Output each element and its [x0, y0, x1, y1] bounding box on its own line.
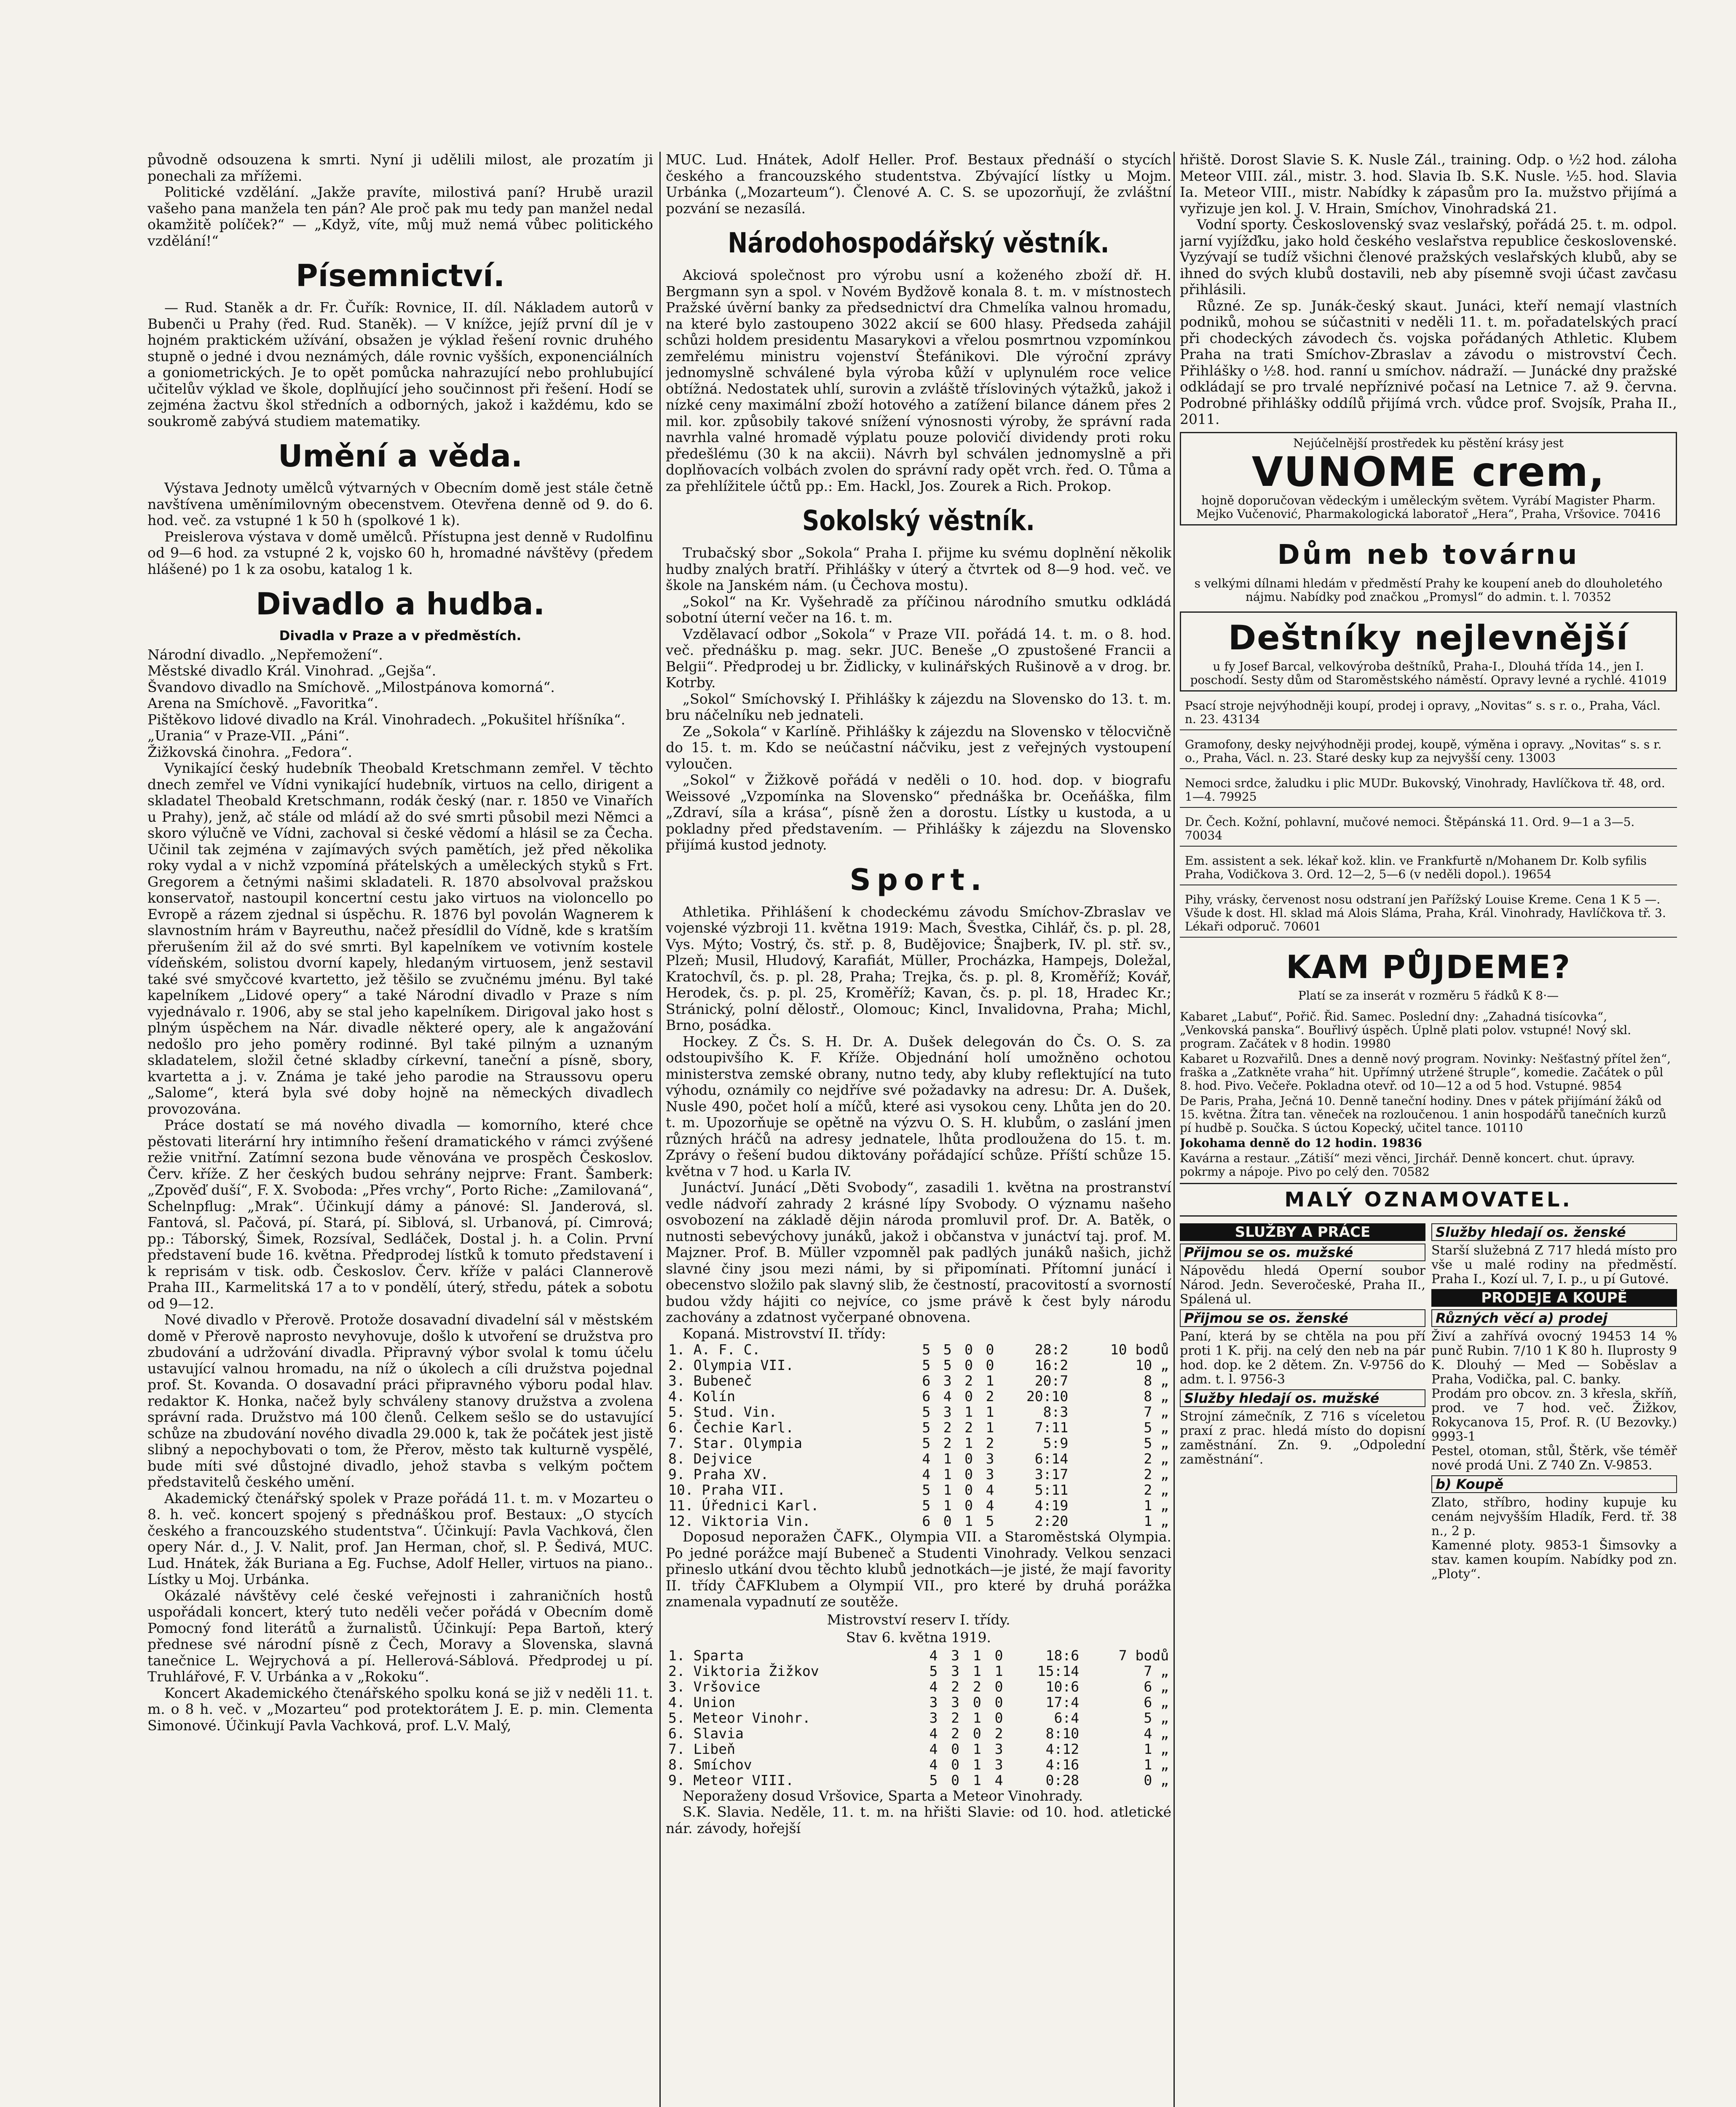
article-text: Akademický čtenářský spolek v Praze pořádá 11. t. m. v Mozarteu o 8. h. več. koncert spojený s přednáškou prof. Bestaux: „O stycích českého a francouzského studentstva“. Účinkují: Pavla Vachková, člen opery Nár. d., J. V. Nalit, prof. Jan Herman, choř, sl. P. Šedivá, MUC. Lud. Hnátek, žák Buriana a Eg. Fuchse, Adolf Heller, virtuos na piano.. Lístky u Moj. Urbánka.	[147, 1490, 653, 1587]
table-cell: 6:14	[1034, 1450, 1069, 1467]
table-cell: 2. Olympia VII.	[668, 1357, 794, 1373]
table-cell: 1. Sparta	[668, 1647, 744, 1664]
table-cell: 10. Praha VII.	[668, 1482, 786, 1498]
article-text: — Rud. Staněk a dr. Fr. Čuřík: Rovnice, II. díl. Nákladem autorů v Bubenči u Prahy (řed. Rud. Staněk). — V knížce, jejíž první díl je v hojném praktickém užívání, obsažen je výklad řešení rovnic druhého stupně o jedné i dvou neznámých, dále rovnic vyšších, exponenciálních a goniometrických. Je to opět pomůcka nahrazující nebo prohlubující učitelův výklad ve škole, doplňující jeho součinnost při řešení. Hodí se zejména žactvu škol středních a odborných, jakož i každému, kdo se soukromě zabývá studiem matematiky.	[147, 299, 653, 429]
ad-jokohama: Jokohama denně do 12 hodin. 19836	[1180, 1136, 1422, 1150]
table-cell: 1	[943, 1482, 952, 1498]
table-cell: 3. Bubeneč	[668, 1372, 752, 1389]
table-cell: 0	[964, 1497, 973, 1514]
ad-text: Platí se za inserát v rozměru 5 řádků K 8·—	[1298, 988, 1559, 1003]
article-text: Ze „Sokola“ v Karlíně. Přihlášky k zájezdu na Slovensko v tělocvičně do 15. t. m. Kdo se neúčastní náčviku, jest z veřejných vystoupení vyloučen.	[666, 723, 1171, 772]
table-cell: 0 „	[1144, 1772, 1169, 1788]
article-text: „Sokol“ Smíchovský I. Přihlášky k zájezdu na Slovensko do 13. t. m. bru náčelníku neb jednateli.	[666, 690, 1171, 723]
table-cell: 0	[951, 1740, 960, 1757]
table-cell: 4 „	[1144, 1725, 1169, 1742]
table-cell: 2	[986, 1435, 994, 1451]
table-cell: 3	[943, 1404, 952, 1420]
table-row	[666, 1741, 1171, 1757]
classified-grid	[1180, 1221, 1677, 1582]
classified-item: Pestel, otoman, stůl, Štěrk, vše téměř nové prodá Uni. Z 740 Zn. V-9853.	[1431, 1443, 1677, 1473]
column-right	[1180, 152, 1677, 2107]
table-cell: 0	[964, 1450, 973, 1467]
table-cell: 1 „	[1144, 1756, 1169, 1773]
table-cell: 5. Meteor Vinohr.	[668, 1709, 811, 1726]
classified-item: Živí a zahřívá ovocný 19453 14 % punč Rubin. 7/10 1 K 80 h. Iluprosty 9 K. Dlouhý — Med — Soběslav a Praha, Vodička, pal. C. banky.	[1431, 1329, 1677, 1387]
table-cell: 6	[922, 1388, 931, 1405]
article-text: Neporaženy dosud Vršovice, Sparta a Meteor Vinohrady.	[683, 1787, 1083, 1804]
table-cell: 7 bodů	[1118, 1647, 1169, 1664]
article-text: Vzdělavací odbor „Sokola“ v Praze VII. pořádá 14. t. m. o 8. hod. več. přednášku p. mag. sekr. JUC. Beneše „O zpustošené Francii a Belgii“. Předprodej u br. Židlicky, v kulinářských Rušinově a v drog. br. Kotrby.	[666, 625, 1171, 691]
table-cell: 3	[994, 1756, 1003, 1773]
table-cell: 0	[951, 1756, 960, 1773]
table-row	[666, 1694, 1171, 1710]
ad-text: hojně doporučovan vědeckým i uměleckým světem. Vyrábí Magister Pharm. Mejko Vučenović, Pharmakologická laboratoř „Hera“, Praha, Vršovice. 70416	[1196, 493, 1661, 521]
ad-rozvarilu: Kabaret u Rozvařilů. Dnes a denně nový program. Novinky: Nešťastný přítel žen“, fraška a „Zatkněte vraha“ hit. Upřímný utržené štruple“, komedie. Začátek o půl 8. hod. Pivo. Večeře. Pokladna otevř. od 10—12 a od 5 hod. Vstupné. 9854	[1180, 1051, 1671, 1093]
ad-vunome	[1180, 432, 1677, 525]
table-row	[666, 1513, 1171, 1529]
classified-right	[1431, 1221, 1677, 1582]
table-cell: 4. Kolín	[668, 1388, 735, 1405]
table-cell: 2	[964, 1372, 973, 1389]
table-row	[666, 1498, 1171, 1513]
table-cell: 2. Viktoria Žižkov	[668, 1662, 819, 1679]
table-cell: 6. Slavia	[668, 1725, 744, 1742]
table-cell: 7 „	[1144, 1662, 1169, 1679]
column-left	[147, 152, 653, 2107]
table-cell: 3	[929, 1694, 938, 1710]
table-cell: 4	[943, 1388, 952, 1405]
table-cell: 0	[994, 1709, 1003, 1726]
article-text: Různé. Ze sp. Junák-český skaut. Junáci, kteří nemají vlastních podniků, mohou se súčastniti v neděli 11. t. m. pořadatelských prací při chodeckých závodech čs. vojska pořádaných Athletic. Klubem Praha na trati Smíchov-Zbraslav a závodu o mistrovství Čech. Přihlášky o ½8. hod. ranní u smíchov. nádraží. — Junácké dny pražské odkládají se pro trvalé nepříznivé počasí na Letnice 7. až 9. června. Podrobné přihlášky oddílů přijímá vrch. vůdce prof. Svojsík, Praha II., 2011.	[1180, 297, 1677, 427]
table-cell: 2	[986, 1388, 994, 1405]
article-text: Athletika. Přihlášení k chodeckému závodu Smíchov-Zbraslav ve vojenské výzbroji 11. května 1919: Mach, Švestka, Cihlář, čs. p. pl. 28, Vys. Mýto; Vostrý, čs. stř. p. 8, Budějovice; Šnajberk, IV. pl. stř. sv., Plzeň; Musil, Hludový, Karafiát, Müller, Procházka, Hampejs, Doležal, Kratochvíl, čs. p. pl. 28, Praha; Trejka, čs. p. pl. 8, Kroměříž; Kovář, Herodek, čs. p. pl. 25, Kroměříž; Kavan, čs. p. pl. 18, Hradec Kr.; Stránický, polní dělostř., Olomouc; Kincl, Invalidovna, Praha; Michl, Brno, posádka.	[666, 903, 1171, 1033]
table-row	[666, 1679, 1171, 1694]
table-cell: 4	[994, 1772, 1003, 1788]
table-cell: 2 „	[1144, 1482, 1169, 1498]
subheading: Divadla v Praze a v předměstích.	[279, 628, 522, 643]
classified-subheading: Přijmou se os. ženské	[1180, 1309, 1425, 1327]
table-cell: 5	[922, 1357, 931, 1373]
table-cell: 4:12	[1045, 1740, 1080, 1757]
table-cell: 4	[929, 1756, 938, 1773]
table-row	[666, 1389, 1171, 1404]
table-cell: 0	[994, 1678, 1003, 1695]
table-cell: 3	[951, 1694, 960, 1710]
table-cell: 0	[964, 1482, 973, 1498]
table-caption: Stav 6. května 1919.	[846, 1629, 991, 1646]
section-heading: Sokolský věstník.	[802, 504, 1035, 537]
table-row	[666, 1435, 1171, 1451]
ad-title: Deštníky nejlevnější	[1228, 618, 1629, 657]
classified-item: Prodám pro obcov. zn. 3 křesla, skříň, prod. ve 7 hod. več. Žižkov, Rokycanova 15, Prof. R. (U Bezovky.) 9993-1	[1431, 1386, 1677, 1444]
table-cell: 0:28	[1045, 1772, 1080, 1788]
table-cell: 5	[929, 1662, 938, 1679]
table-cell: 5	[922, 1404, 931, 1420]
ad-zatisi: Kavárna a restaur. „Zátiší“ mezi věnci, Jirchář. Denně koncert. chut. úpravy. pokrmy a nápoje. Pivo po celý den. 70582	[1180, 1151, 1635, 1179]
ad-paris: De Paris, Praha, Ječná 10. Denně taneční hodiny. Dnes v pátek přijímání žáků od 15. května. Žítra tan. věneček na rozloučenou. 1 anin hospodářů tanečních kurzů pí hudbě p. Součka. S úctou Kopecký, učitel tance. 10110	[1180, 1094, 1666, 1135]
table-cell: 6 „	[1144, 1678, 1169, 1695]
article-text: Koncert Akademického čtenářského spolku koná se již v neděli 11. t. m. o 8 h. več. v „Mozarteu“ pod protektorátem J. E. p. min. Clementa Simonové. Účinkují Pavla Vachková, prof. L.V. Malý,	[147, 1684, 653, 1734]
table-cell: 28:2	[1034, 1341, 1069, 1358]
table-cell: 0	[964, 1357, 973, 1373]
table-cell: 2	[943, 1419, 952, 1436]
table-row	[666, 1420, 1171, 1435]
section-heading: Písemnictví.	[295, 258, 505, 293]
ad-text: Nejúčelnější prostředek ku pěstění krásy jest	[1293, 436, 1564, 450]
table-cell: 6 „	[1144, 1694, 1169, 1710]
table-cell: 1	[972, 1709, 981, 1726]
classified-subheading: Přijmou se os. mužské	[1180, 1244, 1425, 1261]
table-cell: 0	[994, 1694, 1003, 1710]
table-cell: 4	[929, 1678, 938, 1695]
ad-kam-pujdeme	[1180, 942, 1677, 1006]
table-cell: 20:10	[1026, 1388, 1069, 1405]
article-text: Doposud neporažen ČAFK., Olympia VII. a Staroměstská Olympia. Po jedné porážce mají Bubeneč a Studenti Vinohrady. Velkou senzaci přineslo utkání dvou těchto klubů jednotkách—je jisté, že mají favority II. třídy ČAFKlubem a Olympií VII., pro které by druhá porážka znamenala vypadnutí ze soutěže.	[666, 1528, 1171, 1610]
article-text: Trubačský sbor „Sokola“ Praha I. přijme ku svému doplnění několik hudby znalých bratří. Přihlášky v úterý a čtvrtek od 8—9 hod. več. ve škole na Janském nám. (u Čechova mostu).	[666, 544, 1171, 593]
table-cell: 3. Vršovice	[668, 1678, 761, 1695]
table-cell: 8. Dejvice	[668, 1450, 752, 1467]
table-cell: 3	[951, 1647, 960, 1664]
ad-text: Nemoci srdce, žaludku i plic MUDr. Bukovský, Vinohrady, Havlíčkova tř. 48, ord. 1—4. 79925	[1185, 776, 1665, 804]
table-row	[666, 1726, 1171, 1741]
ad-pihy	[1180, 890, 1677, 938]
table-cell: 1	[964, 1435, 973, 1451]
section-heading: Umění a věda.	[278, 438, 523, 474]
table-cell: 5	[929, 1772, 938, 1788]
table-cell: 5	[986, 1513, 994, 1529]
table-cell: 1 „	[1144, 1740, 1169, 1757]
table-cell: 3	[986, 1466, 994, 1482]
table-cell: 5	[922, 1497, 931, 1514]
table-cell: 4:19	[1034, 1497, 1069, 1514]
list-item: Pištěkovo lidové divadlo na Král. Vinohradech. „Pokušitel hříšníka“.	[147, 711, 625, 728]
table-caption: Mistrovství reserv I. třídy.	[827, 1611, 1010, 1628]
table-cell: 4	[929, 1647, 938, 1664]
article-text: původně odsouzena k smrti. Nyní ji udělili milost, ale prozatím ji ponechali za mřížemi.	[147, 152, 653, 184]
classified-subheading: Různých věcí a) prodej	[1431, 1309, 1677, 1327]
table-cell: 5:11	[1034, 1482, 1069, 1498]
table-cell: 0	[972, 1694, 981, 1710]
table-cell: 1	[943, 1450, 952, 1467]
list-item: „Urania“ v Praze-VII. „Páni“.	[147, 727, 350, 744]
table-row	[666, 1663, 1171, 1679]
table-cell: 7:11	[1034, 1419, 1069, 1436]
classified-subheading: b) Koupě	[1431, 1475, 1677, 1493]
table-cell: 10 „	[1135, 1357, 1169, 1373]
section-heading: Sport.	[849, 862, 988, 897]
table-cell: 1	[972, 1772, 981, 1788]
table-cell: 9. Meteor VIII.	[668, 1772, 794, 1788]
ad-destniky	[1180, 611, 1677, 692]
table-cell: 1	[986, 1404, 994, 1420]
table-cell: 2	[964, 1419, 973, 1436]
article-text: Politické vzdělání. „Jakže pravíte, milostivá paní? Hrubě urazil vašeho pana manžela ten pán? Ale proč pak mu tedy pan manžel nedal okamžitě políček?“ — „Když, víte, můj muž nemá vůbec politického vzdělání!“	[147, 184, 653, 249]
ad-gramofony	[1180, 735, 1677, 769]
classified-item: Starší služebná Z 717 hledá místo pro vše u malé rodiny na předměstí. Praha I., Kozí ul. 7, I. p., u pí Gutové.	[1431, 1243, 1677, 1287]
table-cell: 2	[943, 1435, 952, 1451]
ad-text: u fy Josef Barcal, velkovýroba deštníků, Praha-I., Dlouhá třída 14., jen I. poschodí. Sesty dům od Staroměstského náměstí. Opravy levné a rychlé. 41019	[1190, 659, 1667, 687]
table-cell: 2	[994, 1725, 1003, 1742]
table-cell: 1	[964, 1404, 973, 1420]
article-text: Vynikající český hudebník Theobald Kretschmann zemřel. V těchto dnech zemřel ve Vídni vynikající hudebník, virtuos na cello, dirigent a skladatel Theobald Kretschmann, rodák český (nar. r. 1850 ve Vinařích u Prahy), jenž, ač stále od mládí až do své smrti působil mezi Němci a skoro výlučně ve Vídni, zachoval si české vědomí a hlásil se za Čecha. Učinil tak zejména v zajímavých svých pamětích, jež před několika roky vydal a v nichž vzpomíná přátelských a uměleckých styků s Frt. Gregorem a četnými našimi skladateli. R. 1870 absolvoval pražskou konservatoř, nastoupil koncertní cestu jako virtuos na violoncello po Evropě a rázem zjednal si úspěchu. R. 1876 byl povolán Wagnerem k slavnostním hrám v Bayreuthu, načež přesídlil do Vídně, kde s kratším přerušením žil až do své smrti. Byl kapelníkem ve votivním kostele vídeňském, solistou dvorní kapely, hledaným virtuosem, jenž sestavil také své smyčcové kvartetto, jež těšilo se zvučnému jménu. Byl také kapelníkem „Lidové opery“ a také Národní divadlo v Praze s ním vyjednávalo r. 1906, aby se stal jeho kapelníkem. Dirigoval jako host s plným úspěchem na Nár. divadle některé opery, ale k angažování nedošlo pro jeho poměry rodinné. Byl také pilným a uznaným skladatelem, složil četné skladby církevní, taneční a písně, sbory, kvartetta a j. v. Známa je také jeho parodie na Straussovu operu „Salome“, která byla své doby hojně na německých divadlech provozována.	[147, 760, 653, 1117]
table-cell: 6. Čechie Karl.	[668, 1419, 794, 1436]
table-cell: 0	[964, 1388, 973, 1405]
theatre-list	[147, 647, 653, 761]
article-text: Výstava Jednoty umělců výtvarných v Obecním domě jest stále četně navštívena uměnímilovným obecenstvem. Otevřena denně od 9. do 6. hod. več. za vstupné 1 k 50 h (spolkové 1 k).	[147, 480, 653, 528]
article-text: Nové divadlo v Přerově. Protože dosavadní divadelní sál v městském domě v Přerově naprosto nevyhovuje, došlo k utvoření se družstva pro zbudování a udržování divadla. Připravný výbor svolal k tomu účelu ustavující valnou hromadu, na níž o úkolech a cíli družstva pojednal prof. St. Kovanda. O dosavadní práci připravného výboru podal hlav. redaktor K. Honka, načež byly schváleny stanovy družstva a zvolena správní rada. Družstvo má 100 členů. Celkem sešlo se do ustavující schůze na zbudování nového divadla 29.000 k, tak že počátek jest jistě slibný a nepochybovati o tom, že Přerov, město tak kulturně vyspělé, bude míti své důstojné divadlo, jehož stavba s velkým počtem představitelů českého umění.	[147, 1311, 653, 1490]
article-text: Hockey. Z Čs. S. H. Dr. A. Dušek delegován do Čs. O. S. za odstoupivšího K. F. Kříže. Objednání holí umožněno ochotou ministerstva zemské obrany, nutno tedy, aby kluby reflektující na tuto výhodu, oznámily co nejdříve své požadavky na adresu: Dr. A. Dušek, Nusle 490, počet holí a míčů, které asi vysokou ceny. Lhůta jen do 20. t. m. Upozorňuje se opětně na výzvu O. S. H. klubům, o zaslání jmen různých hráčů na adresy jednatele, lhůta prodloužena do 15. t. m. Zprávy o řešení budou diktovány pořádající schůze. Příští schůze 15. května v 7 hod. u Karla IV.	[666, 1033, 1171, 1179]
list-item: Městské divadlo Král. Vinohrad. „Gejša“.	[147, 662, 437, 679]
table-cell: 8. Smíchov	[668, 1756, 752, 1773]
table-cell: 5	[922, 1435, 931, 1451]
table-cell: 4	[986, 1497, 994, 1514]
classified-left	[1180, 1221, 1425, 1582]
section-heading: Divadlo a hudba.	[256, 586, 545, 622]
table-cell: 5. Stud. Vin.	[668, 1404, 777, 1420]
table-cell: 4. Union	[668, 1694, 735, 1710]
table-cell: 15:14	[1037, 1662, 1080, 1679]
table-cell: 20:7	[1034, 1372, 1069, 1389]
table-cell: 5	[943, 1357, 952, 1373]
ad-dum	[1180, 530, 1677, 607]
column-rule	[659, 152, 661, 2107]
table-cell: 1 „	[1144, 1513, 1169, 1529]
table-cell: 8 „	[1144, 1388, 1169, 1405]
table-cell: 3:17	[1034, 1466, 1069, 1482]
article-text: Okázalé návštěvy celé české veřejnosti i zahraničních hostů uspořádali koncert, který tuto neděli večer pořádá v Obecním domě Pomocný fond literátů a žurnalistů. Účinkují: Pepa Bartoň, který přednese své národní písně z Čech, Moravy a Slovenska, slavná tanečnice L. Wejrychová a pí. Hellerová-Sáblová. Předprodej u pí. Truhlářové, F. V. Urbánka a v „Rokoku“.	[147, 1587, 653, 1685]
table-cell: 2	[951, 1678, 960, 1695]
table-cell: 5	[922, 1341, 931, 1358]
classified-subheading: Služby hledají os. ženské	[1431, 1223, 1677, 1241]
table-row	[666, 1357, 1171, 1373]
table-row	[666, 1404, 1171, 1420]
league-table	[666, 1648, 1171, 1788]
ad-title: KAM PŮJDEME?	[1286, 948, 1571, 986]
table-cell: 7. Libeň	[668, 1740, 735, 1757]
table-cell: 5	[943, 1341, 952, 1358]
table-cell: 3	[994, 1740, 1003, 1757]
classified-subheading: Služby hledají os. mužské	[1180, 1389, 1425, 1407]
article-text: Junáctví. Junácí „Děti Svobody“, zasadili 1. května na prostranství vedle nádvoří zahrady 2 krásné lípy Svobody. O významu našeho osvobození na základě dějin národa promluvil prof. Dr. A. Batěk, o nutnosti sebevýchovy junáků, jakož i občanstva v junáctví taj. prof. M. Majzner. Prof. B. Müller vzpomněl pak padlých junáků našich, jichž slavné činy jsou mezi námi, by si připomínati. Přítomní junácí i obecenstvo složilo pak slavný slib, že čestností, pracovitostí a svorností budou vždy hájiti co nejvíce, co jsme právě k čest byly národu zachovány a zdatnost vyčerpané obnovena.	[666, 1179, 1171, 1325]
article-text: „Sokol“ na Kr. Vyšehradě za příčinou národního smutku odkládá sobotní úterní večer na 16. t. m.	[666, 593, 1171, 626]
ad-nemoci	[1180, 773, 1677, 808]
table-row	[666, 1342, 1171, 1357]
table-cell: 1	[964, 1513, 973, 1529]
list-item: Arena na Smíchově. „Favoritka“.	[147, 695, 378, 711]
list-item: Švandovo divadlo na Smíchově. „Milostpánova komorná“.	[147, 678, 555, 695]
table-cell: 1	[972, 1740, 981, 1757]
article-text: Vodní sporty. Československý svaz veslařský, pořádá 25. t. m. odpol. jarní vyjížďku, jako hold českého veslařstva republice československé. Vyzývají se tudíž všichni členové pražských veslařských klubů, aby se ihned do svých klubů dostavili, neb aby písemně svoji účast zavčasu přihlásili.	[1180, 216, 1677, 298]
table-cell: 10:6	[1045, 1678, 1080, 1695]
table-cell: 8 „	[1144, 1372, 1169, 1389]
table-cell: 3	[929, 1709, 938, 1726]
table-row	[666, 1757, 1171, 1772]
article-text: Preislerova výstava v domě umělců. Přístupna jest denně v Rudolfinu od 9—6 hod. za vstupné 2 k, vojsko 60 h, hromadné návštěvy (předem hlášené) po 1 k za osobu, katalog 1 k.	[147, 528, 653, 577]
table-cell: 0	[972, 1725, 981, 1742]
article-text: Práce dostatí se má nového divadla — komorního, které chce pěstovati literární hry intimního řešení dramatického v rámci zvýšené režie vnitřní. Zatímní sezona bude věnována ve prospěch Českoslov. Červ. kříže. Z her českých budou sehrány nejprve: Frant. Šamberk: „Zpověď duší“, F. X. Svoboda: „Přes vrchy“, Porto Riche: „Zamilovaná“, Schelnpflug: „Mrak“. Účinkují dámy a pánové: Sl. Janderová, sl. Fantová, sl. Pačová, pí. Stará, pí. Siblová, sl. Urbanová, pí. Cimrová; pp.: Táborský, Šimek, Rozsíval, Sedláček, Dostal j. h. a Colin. První představení bude 16. května. Předprodej lístků k tomuto představení i k reprisám v tisk. odb. Českoslov. Červ. kříže v paláci Clannerově Praha III., Karmelitská 17 a to v pondělí, úterý, středu, pátek a sobotu od 9—12.	[147, 1117, 653, 1312]
table-cell: 6	[922, 1372, 931, 1389]
table-cell: 0	[964, 1341, 973, 1358]
table-cell: 1 „	[1144, 1497, 1169, 1514]
table-row	[666, 1482, 1171, 1498]
ad-text: Em. assistent a sek. lékař kož. klin. ve Frankfurtě n/Mohanem Dr. Kolb syfilis Praha, Vodičkova 3. Ord. 12—2, 5—6 (v neděli dopol.). 19654	[1185, 853, 1647, 881]
table-cell: 0	[951, 1772, 960, 1788]
ad-maly-oznamovatel	[1180, 1183, 1677, 1217]
table-cell: 2	[972, 1678, 981, 1695]
table-cell: 8:10	[1045, 1725, 1080, 1742]
list-item: Národní divadlo. „Nepřemožení“.	[147, 646, 383, 663]
ad-kolb	[1180, 851, 1677, 885]
table-cell: 1	[972, 1756, 981, 1773]
table-cell: 1	[943, 1497, 952, 1514]
table-cell: 1	[994, 1662, 1003, 1679]
ad-title: VUNOME crem,	[1251, 448, 1605, 496]
table-cell: 2:20	[1034, 1513, 1069, 1529]
table-cell: 6	[922, 1513, 931, 1529]
table-cell: 0	[986, 1341, 994, 1358]
table-cell: 7 „	[1144, 1404, 1169, 1420]
table-cell: 3	[951, 1662, 960, 1679]
table-cell: 1	[972, 1647, 981, 1664]
column-middle	[666, 152, 1171, 2107]
ad-text: Psací stroje nejvýhodněji koupí, prodej i opravy, „Novitas“ s. s r. o., Praha, Václ. n. 23. 43134	[1185, 698, 1661, 726]
table-row	[666, 1466, 1171, 1482]
table-cell: 4:16	[1045, 1756, 1080, 1773]
table-row	[666, 1648, 1171, 1663]
table-cell: 1	[972, 1662, 981, 1679]
article-text: hřiště. Dorost Slavie S. K. Nusle Zál., training. Odp. o ½2 hod. záloha Meteor VIII. zál., mistr. 3. hod. Slavia Ib. S.K. Nusle. ½5. hod. Slavia Ia. Meteor VIII., mistr. Nabídky k zápasům pro Ia. mužstvo přijímá a vyřizuje jen kol. J. V. Hrain, Smíchov, Vinohradská 21.	[1180, 152, 1677, 217]
table-cell: 18:6	[1045, 1647, 1080, 1664]
classified-item: Kamenné ploty. 9853-1 Šimsovky a stav. kamen koupím. Nabídky pod zn. „Ploty“.	[1431, 1538, 1677, 1582]
ad-title: Dům neb továrnu	[1277, 539, 1580, 571]
table-cell: 11. Úřednici Karl.	[668, 1497, 819, 1514]
ad-text: s velkými dílnami hledám v předměstí Prahy ke koupení aneb do dlouholetého nájmu. Nabídky pod značkou „Promysl“ do admin. t. l. 70352	[1194, 576, 1663, 604]
table-cell: 0	[986, 1357, 994, 1373]
table-cell: 17:4	[1045, 1694, 1080, 1710]
table-cell: 4	[922, 1450, 931, 1467]
table-cell: 5	[922, 1482, 931, 1498]
table-cell: 1	[986, 1372, 994, 1389]
table-cell: 8:3	[1043, 1404, 1069, 1420]
table-row	[666, 1772, 1171, 1788]
ad-psaci-stroje	[1180, 696, 1677, 730]
table-cell: 4	[986, 1482, 994, 1498]
table-cell: 2 „	[1144, 1450, 1169, 1467]
table-cell: 0	[994, 1647, 1003, 1664]
article-text: MUC. Lud. Hnátek, Adolf Heller. Prof. Bestaux přednáší o stycích českého a francouzského studentstva. Zbývající lístky u Mojm. Urbánka („Mozarteum“). Členové A. C. S. se upozorňují, že zvláštní pozvání se nezasílá.	[666, 152, 1171, 217]
ad-title: MALÝ OZNAMOVATEL.	[1284, 1188, 1573, 1212]
table-cell: 3	[986, 1450, 994, 1467]
ad-text: Gramofony, desky nejvýhodněji prodej, koupě, výměna i opravy. „Novitas“ s. s r. o., Praha, Václ. n. 23. Staré desky kup za nejvyšší ceny. 13003	[1185, 737, 1662, 765]
table-cell: 5 „	[1144, 1419, 1169, 1436]
table-cell: 5:9	[1043, 1435, 1069, 1451]
article-text: S.K. Slavia. Neděle, 11. t. m. na hřišti Slavie: od 10. hod. atletické nár. závody, hořejší	[666, 1804, 1171, 1836]
article-text: „Sokol“ v Žižkově pořádá v neděli o 10. hod. dop. v biografu Weissové „Vzpomínka na Slovensko“ přednáška br. Oceňáška, film „Zdraví, síla a krása“, písně žen a dorostu. Lístky u kustoda, a u pokladny před představením. — Přihlášky k zájezdu na Slovensko přijímá kustod jednoty.	[666, 772, 1171, 853]
table-cell: 6:4	[1054, 1709, 1080, 1726]
article-text: Kopaná. Mistrovství II. třídy:	[683, 1325, 886, 1342]
article-text: Akciová společnost pro výrobu usní a koženého zboží dř. H. Bergmann syn a spol. v Novém Bydžově konala 8. t. m. v místnostech Pražské úvěrní banky za předsednictví dra Chmelíka valnou hromadu, na které bylo zastoupeno 3022 akcií se 600 hlasy. Předseda zahájil schůzi holdem presidentu Masarykovi a vřelou posmrtnou vzpomínkou zemřelému ministru vojenství Štefánikovi. Dle výroční zprávy jednomyslně schválené byla výroba kůží v uplynulém roce velice obtížná. Nedostatek uhlí, surovin a zvláště třísloviných výtažků, jakož i nízké ceny maximální zboží hotového a zatížení bilance dánem přes 2 mil. kor. způsobily takové snížení výnosnosti výroby, že správní rada navrhla valné hromadě výplatu pouze polovičí dividendy proti roku předešlému (30 k na akcii). Návrh byl schválen jednomyslně a při doplňovacích volbách zvolen do správní rady opět vrch. řed. O. Tůma a za přehlížitele účtů pp.: Em. Hackl, Jos. Zourek a Rich. Prokop.	[666, 267, 1171, 494]
table-cell: 10 bodů	[1110, 1341, 1169, 1358]
ad-kozni	[1180, 812, 1677, 847]
ad-text: Dr. Čech. Kožní, pohlavní, mučové nemoci. Štěpánská 11. Ord. 9—1 a 3—5. 70034	[1185, 815, 1635, 842]
table-cell: 7. Star. Olympia	[668, 1435, 802, 1451]
table-cell: 4	[922, 1466, 931, 1482]
ad-labut: Kabaret „Labuť“, Pořič. Řid. Samec. Poslední dny: „Zahadná tisícovka“, „Venkovská panska“. Bouřlivý úspěch. Úplně plati polov. vstupné! Nový skl. program. Začátek v 8 hodin. 19980	[1180, 1009, 1632, 1051]
classified-item: Nápovědu hledá Operní soubor Národ. Jedn. Severočeské, Praha II., Spálená ul.	[1180, 1263, 1425, 1307]
table-cell: 1. A. F. C.	[668, 1341, 761, 1358]
table-cell: 2 „	[1144, 1466, 1169, 1482]
table-row	[666, 1373, 1171, 1389]
classified-heading: PRODEJE A KOUPĚ	[1431, 1289, 1677, 1307]
classified-item: Zlato, stříbro, hodiny kupuje ku cenám nejvyšším Hladík, Ferd. tř. 38 n., 2 p.	[1431, 1495, 1677, 1539]
table-cell: 5 „	[1144, 1709, 1169, 1726]
table-row	[666, 1451, 1171, 1466]
section-heading: Národohospodářský věstník.	[728, 227, 1109, 259]
table-cell: 4	[929, 1740, 938, 1757]
table-cell: 0	[943, 1513, 952, 1529]
table-cell: 3	[943, 1372, 952, 1389]
league-table	[666, 1342, 1171, 1529]
table-cell: 12. Viktoria Vin.	[668, 1513, 811, 1529]
table-cell: 2	[951, 1725, 960, 1742]
ad-text: Pihy, vrásky, červenost nosu odstraní jen Pařížský Louise Kreme. Cena 1 K 5 —. Všude k dost. Hl. sklad má Alois Sláma, Praha, Král. Vinohrady, Havlíčkova tř. 3. Lékaři odporuč. 70601	[1185, 892, 1666, 933]
classified-item: Paní, která by se chtěla na pou pří proti 1 K. přij. na celý den neb na pár hod. dop. ke 2 dětem. Zn. V-9756 do adm. t. l. 9756-3	[1180, 1329, 1425, 1387]
column-rule	[1173, 152, 1175, 2107]
table-cell: 5 „	[1144, 1435, 1169, 1451]
table-row	[666, 1710, 1171, 1726]
table-cell: 2	[951, 1709, 960, 1726]
table-cell: 1	[943, 1466, 952, 1482]
table-cell: 0	[964, 1466, 973, 1482]
table-cell: 9. Praha XV.	[668, 1466, 769, 1482]
table-cell: 5	[922, 1419, 931, 1436]
classified-heading: SLUŽBY A PRÁCE	[1180, 1223, 1425, 1241]
classified-item: Strojní zámečník, Z 716 s víceletou praxí z prac. hledá místo do dopisní zaměstnání. Zn. 9. „Odpolední zaměstnání“.	[1180, 1409, 1425, 1467]
table-cell: 16:2	[1034, 1357, 1069, 1373]
table-cell: 4	[929, 1725, 938, 1742]
table-cell: 1	[986, 1419, 994, 1436]
list-item: Žižkovská činohra. „Fedora“.	[147, 743, 352, 760]
